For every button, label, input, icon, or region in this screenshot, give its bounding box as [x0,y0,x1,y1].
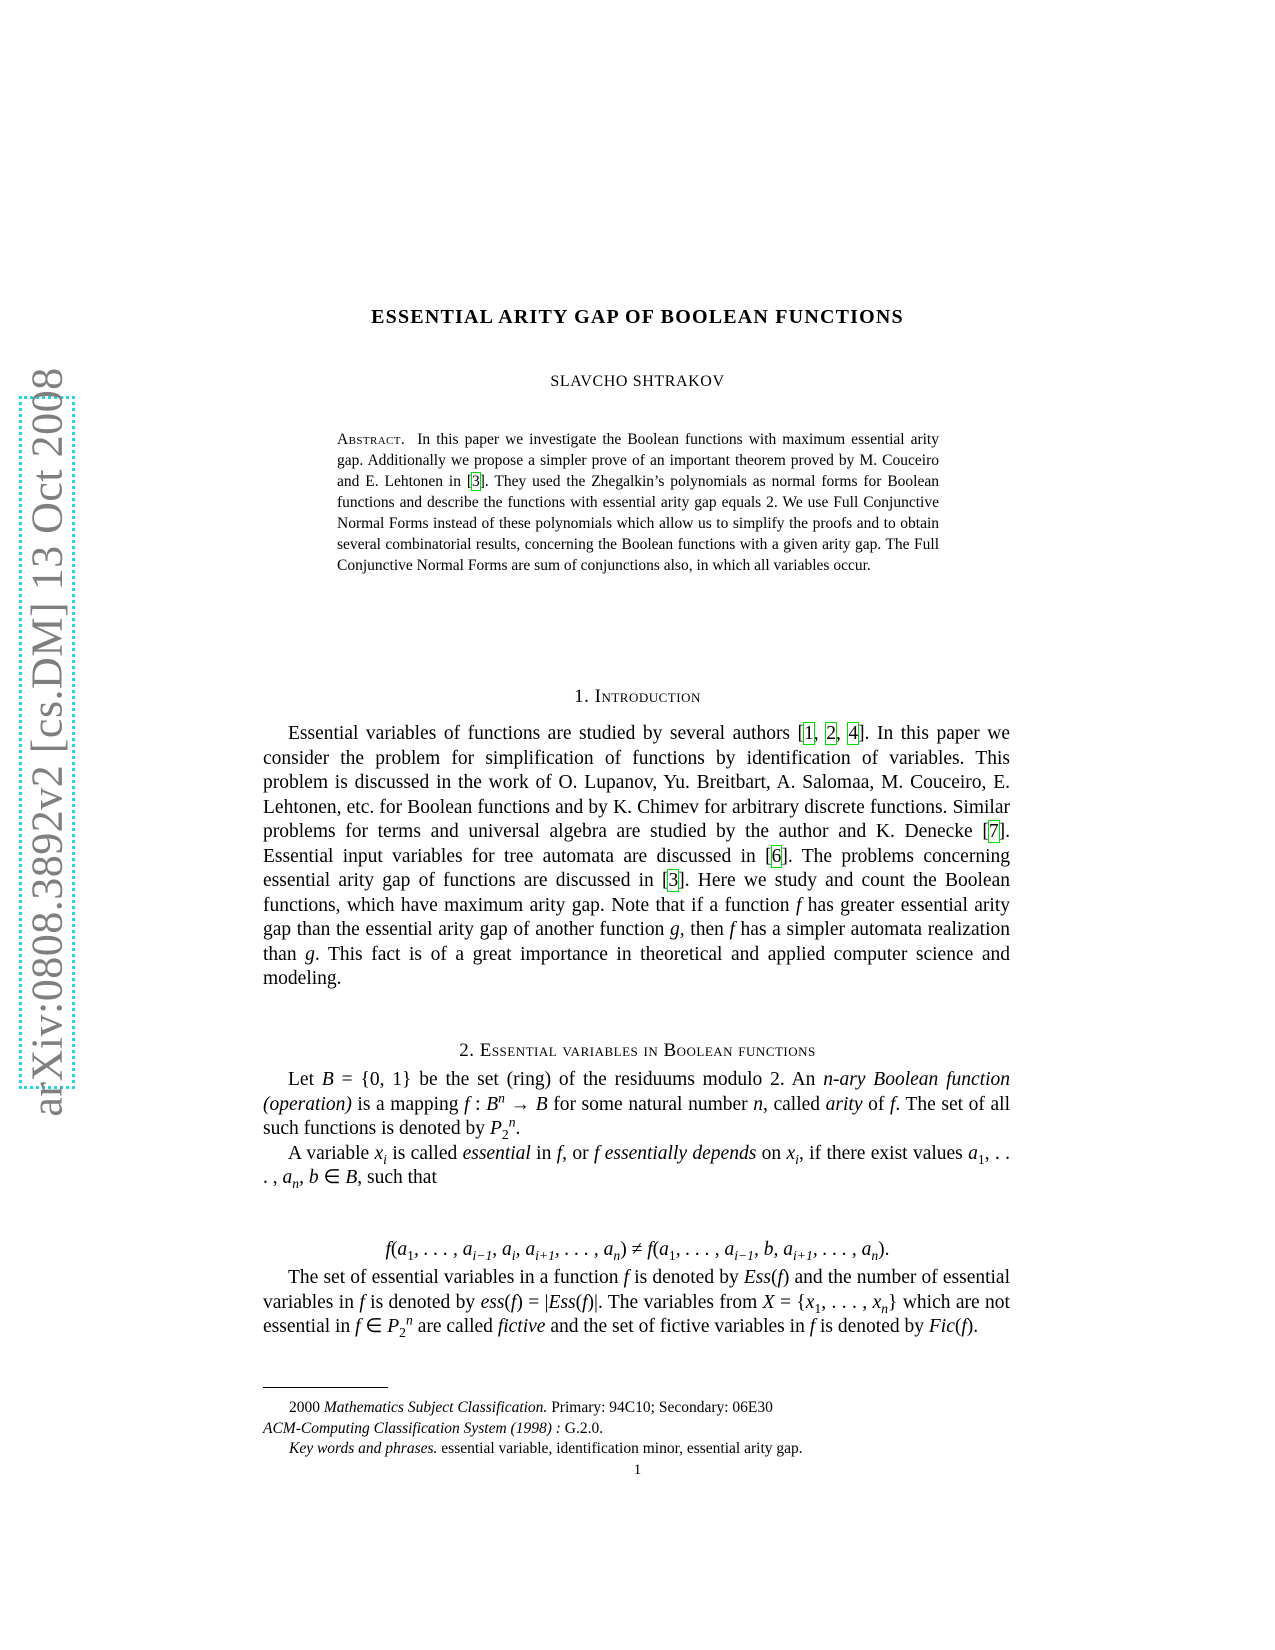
display-equation: $f(a_1$, . . . , $a_{i-1}$, $a_i$, $a_{i+1}$, . . . , $a_n) \ne f(a_1$, . . . , $a_{i-1}$, b, $a_{i+1}$, . . . , $a_n$). [385,1239,890,1263]
paragraph: Let B = {0, 1} be the set (ring) of the residuums modulo 2. An n-ary Boolean function (operation) is a mapping f : $B^n \to B$ for some natural number n, called arity of f. The set of all such functions is denoted by $P_2^n$. [263,1069,1011,1142]
paper-title: ESSENTIAL ARITY GAP OF BOOLEAN FUNCTIONS [371,306,904,328]
introduction-body [263,722,1010,992]
abstract: Abstract. In this paper we investigate the Boolean functions with maximum essential arity gap. Additionally we propose a simpler prove of an important theorem proved by M. Couceiro and E. Lehtonen in [3]. They used the Zhegalkin’s polynomials as normal forms for Boolean functions and describe the functions with essential arity gap equals 2. We use Full Conjunctive Normal Forms instead of these polynomials which allow us to simplify the proofs and to obtain several combinatorial results, concerning the Boolean functions with a given arity gap. The Full Conjunctive Normal Forms are sum of conjunctions also, in which all variables occur. [337,431,939,574]
citation-link[interactable]: 4 [848,723,859,744]
page-number: 1 [633,1462,642,1478]
section-heading-introduction: 1. Introduction [574,686,701,707]
paragraph: The set of essential variables in a function f is denoted by Ess(f) and the number of essential variables in f is denoted by ess(f) = |Ess(f)|. The variables from $X = \{x_1$, . . . , $x_n$} which are not essential in f ∈ $P_2^n$ are called fictive and the set of fictive variables in f is denoted by Fic(f). [263,1267,1011,1340]
footnote-acm: ACM-Computing Classification System (1998) : G.2.0. [263,1419,604,1437]
paper-author: SLAVCHO SHTRAKOV [550,373,725,390]
citation-link[interactable]: 2 [826,723,836,744]
abstract-label: Abstract. [337,431,406,448]
citation-link[interactable]: 7 [988,821,999,842]
citation-link[interactable]: 6 [771,845,782,867]
footnotes [263,1398,1010,1460]
footnote-msc: 2000 Mathematics Subject Classification. Primary: 94C10; Secondary: 06E30 [289,1399,773,1416]
section2-body-a [263,1068,1010,1191]
section2-body-b [263,1229,1010,1340]
abstract-text-1: In this paper we investigate the Boolean functions with maximum essential arity gap. Additionally we propose a simpler prove of an important theorem proved by M. Couceiro and E. Lehtonen in [337,431,939,490]
citation-link[interactable]: 3 [668,870,679,891]
abstract-text-2: . They used the Zhegalkin’s polynomials as normal forms for Boolean functions and describe the functions with essential arity gap equals 2. We use Full Conjunctive Normal Forms instead of these polynomials which allow us to simplify the proofs and to obtain several combinatorial results, concerning the Boolean functions with a given arity gap. The Full Conjunctive Normal Forms are sum of conjunctions also, in which all variables occur. [337,473,939,574]
paragraph: A variable $x_i$ is called essential in f, or f essentially depends on $x_i$, if there exist values $a_1$, . . . , $a_n$, b ∈ B, such that [263,1142,1011,1191]
footnote-rule [263,1387,388,1388]
paragraph: Essential variables of functions are studied by several authors [1, 2, 4]. In this paper we consider the problem for simplification of functions by identification of variables. This problem is discussed in the work of O. Lupanov, Yu. Breitbart, A. Salomaa, M. Couceiro, E. Lehtonen, etc. for Boolean functions and by K. Chimev for arbitrary discrete functions. Similar problems for terms and universal algebra are studied by the author and K. Denecke [7]. Essential input variables for tree automata are discussed in [6]. The problems concerning essential arity gap of functions are discussed in [3]. Here we study and count the Boolean functions, which have maximum arity gap. Note that if a function f has greater essential arity gap than the essential arity gap of another function g, then f has a simpler automata realization than g. This fact is of a great importance in theoretical and applied computer science and modeling. [263,723,1011,989]
section-heading-essential-variables: 2. Essential variables in Boolean functions [459,1040,816,1061]
citation-link[interactable]: 1 [804,723,814,744]
citation-link[interactable]: 3 [472,473,480,490]
arxiv-stamp-text: arXiv:0808.3892v2 [cs.DM] 13 Oct 2008 [22,367,72,1117]
footnote-keywords: Key words and phrases. essential variable, identification minor, essential arity gap. [289,1440,803,1457]
